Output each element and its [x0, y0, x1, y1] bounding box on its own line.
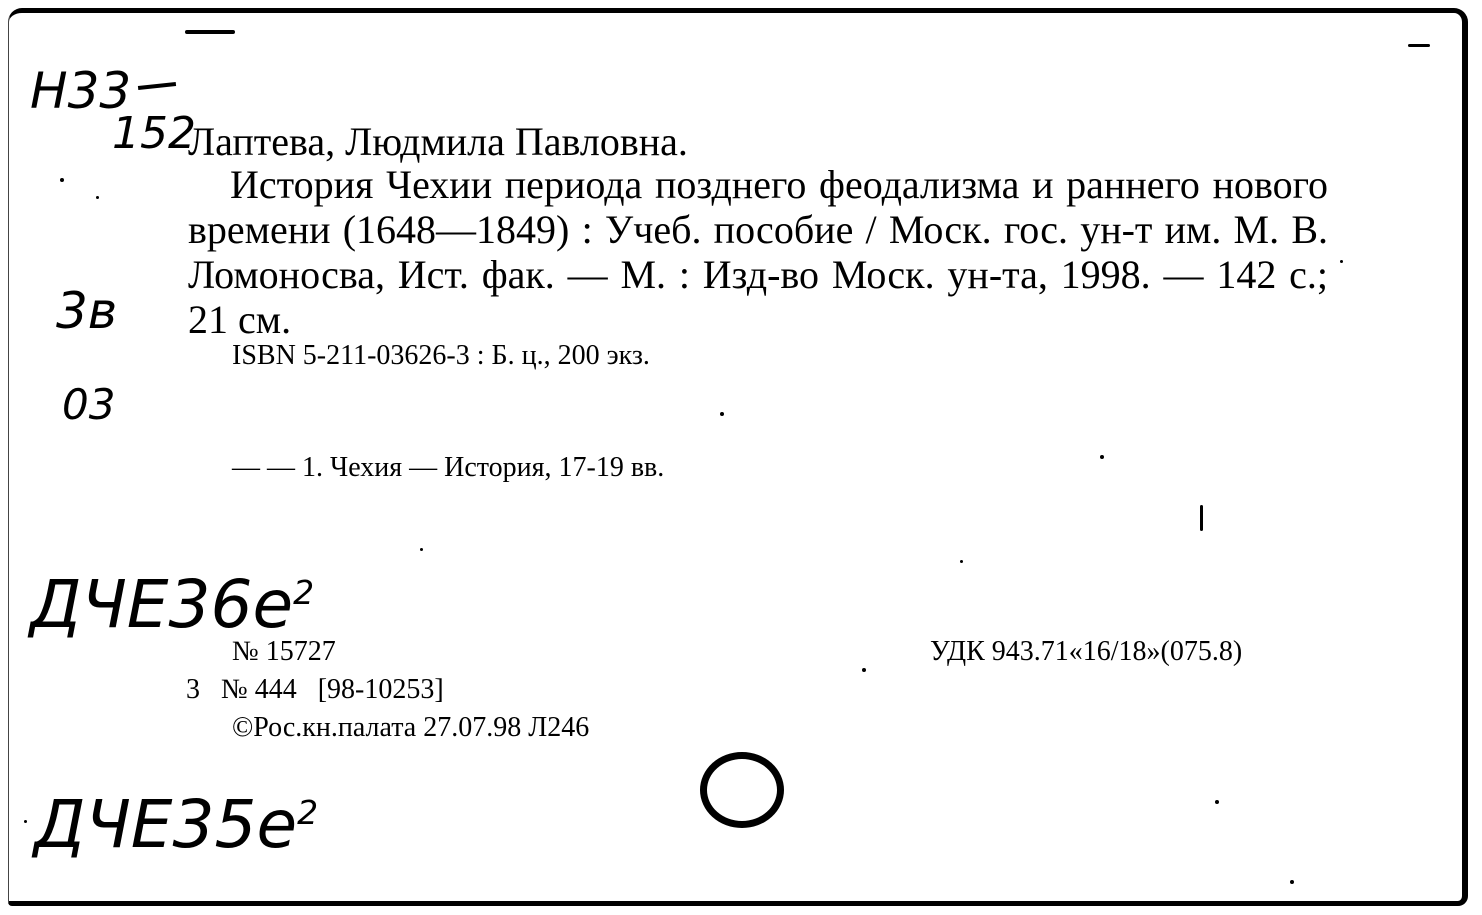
- book-chamber-number: 3 № 444 [98-10253]: [186, 674, 444, 705]
- class-mark-1-main: ДЧЕ36е: [30, 566, 294, 643]
- handwritten-shelf-bottom: 152: [112, 108, 196, 159]
- handwritten-shelf-top: Н33: [30, 62, 132, 120]
- punch-hole: [700, 752, 784, 828]
- author-heading: Лаптева, Людмила Павловна.: [188, 119, 688, 164]
- class-mark-1-sup: 2: [293, 573, 315, 612]
- handwritten-class-mark-2: [34, 786, 318, 863]
- handwritten-code-2: 03: [62, 380, 116, 429]
- handwritten-class-mark-1: [30, 566, 314, 643]
- udc-code: УДК 943.71«16/18»(075.8): [930, 636, 1243, 667]
- class-mark-2-sup: 2: [297, 793, 319, 832]
- copyright-line: ©Рос.кн.палата 27.07.98 Л246: [232, 712, 590, 743]
- title-description: История Чехии периода позднего феодализма и раннего нового времени (1648—1849) : Учеб. пособие / Моск. гос. ун-т им. М. В. Ломоносва, Ист. фак. — М. : Изд-во Моск. ун-та, 1998. — 142 с.; 21 см.: [188, 162, 1328, 342]
- class-mark-2-main: ДЧЕ35е: [34, 786, 298, 863]
- subject-heading: — — 1. Чехия — История, 17-19 вв.: [232, 452, 665, 483]
- isbn-line: ISBN 5-211-03626-3 : Б. ц., 200 экз.: [232, 340, 650, 371]
- handwritten-code-1: 3в: [56, 282, 118, 340]
- card-number: № 15727: [232, 636, 336, 667]
